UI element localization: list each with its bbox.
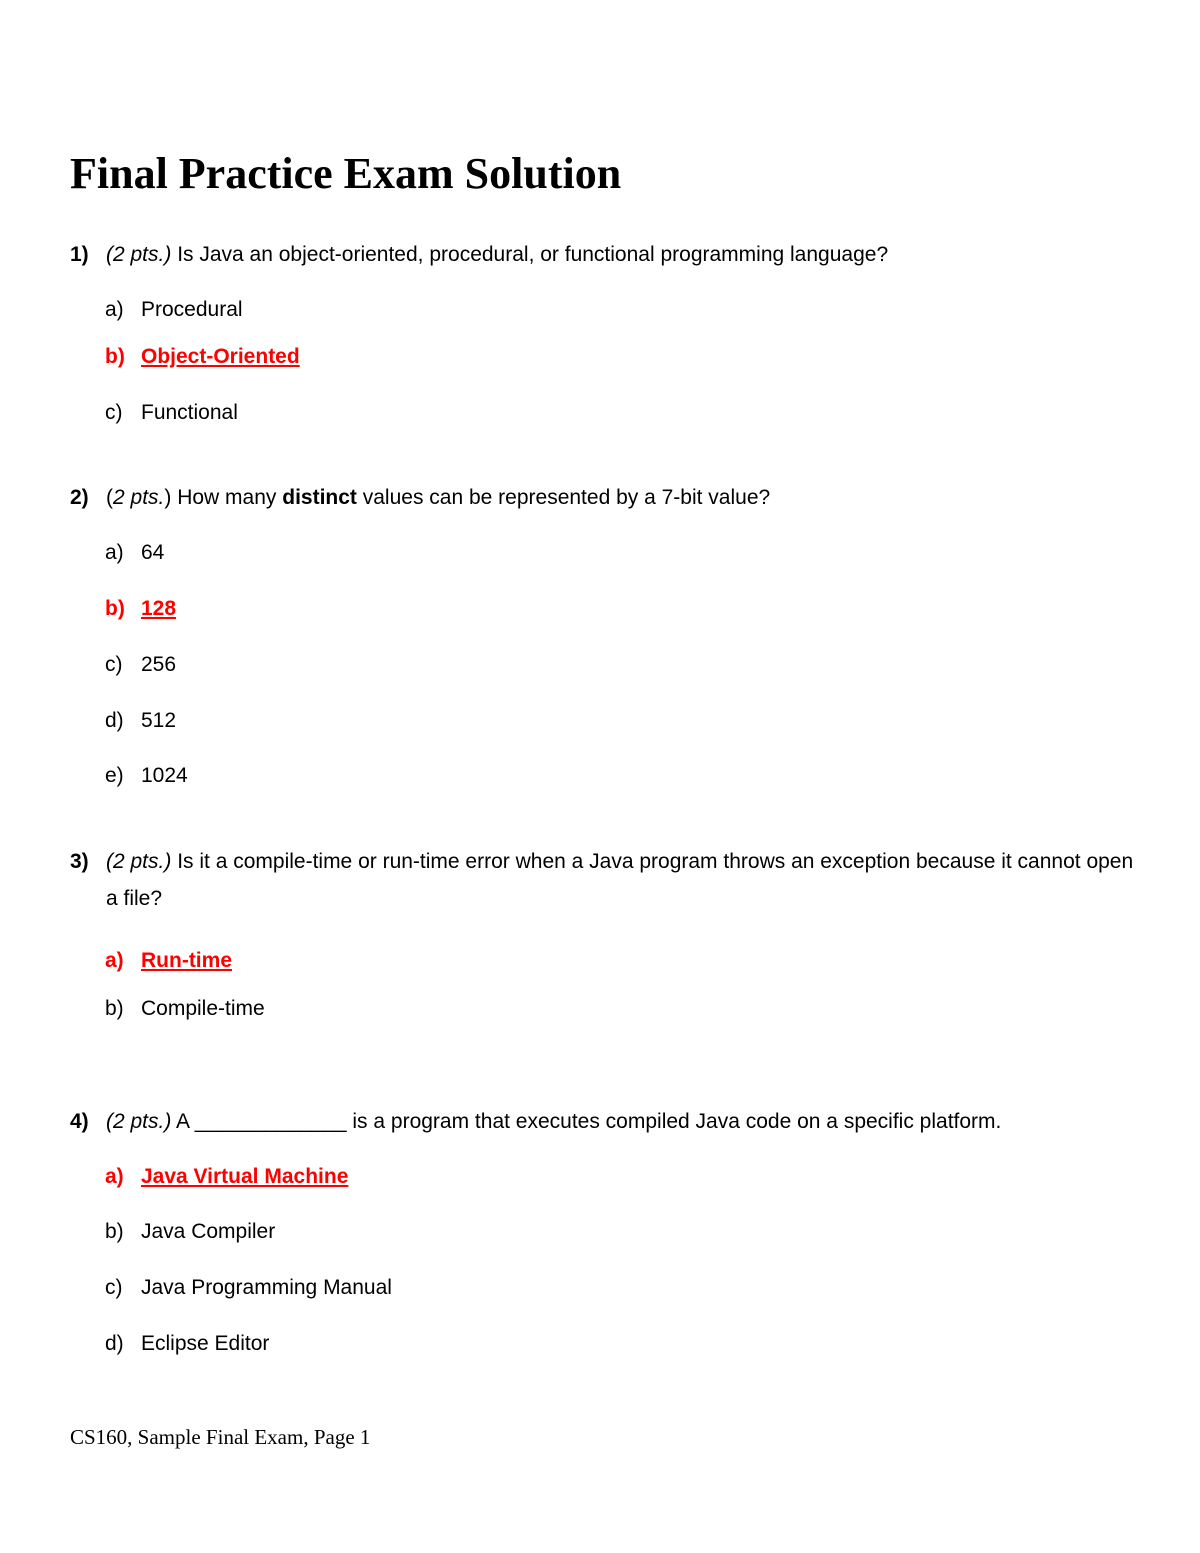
question-number: 1) (70, 243, 89, 266)
question-points: 2 pts. (113, 486, 165, 509)
option-label: b) (105, 997, 124, 1020)
option-text: Functional (141, 401, 238, 424)
option-text: Eclipse Editor (141, 1332, 270, 1355)
option-text: Compile-time (141, 997, 265, 1020)
question-prompt-rest: values can be represented by a 7-bit value? (356, 486, 771, 509)
correct-answer-option (105, 946, 232, 976)
option-label: a) (105, 541, 124, 564)
correct-answer-option (105, 342, 300, 372)
option-label: b) (105, 345, 125, 368)
option-text: Procedural (141, 298, 243, 321)
answer-option (105, 1217, 275, 1247)
answer-option (105, 398, 238, 428)
option-label: a) (105, 949, 124, 972)
option-text: Object-Oriented (141, 345, 300, 368)
option-label: d) (105, 709, 124, 732)
question-text (106, 1103, 1146, 1140)
answer-option (105, 295, 243, 325)
question-prompt: Is it a compile-time or run-time error when a Java program throws an exception because it cannot open a file? (106, 850, 1134, 910)
question-text (106, 843, 1146, 917)
question-number: 3) (70, 850, 89, 873)
question-4 (70, 1103, 1146, 1140)
question-prompt: How many (171, 486, 283, 509)
option-text: 256 (141, 653, 177, 676)
option-text: 1024 (141, 764, 188, 787)
option-label: d) (105, 1332, 124, 1355)
option-label: a) (105, 298, 124, 321)
question-1 (70, 236, 1146, 273)
points-open-paren: ( (106, 486, 113, 509)
answer-option (105, 994, 265, 1024)
correct-answer-option (105, 594, 176, 624)
page-title: Final Practice Exam Solution (70, 149, 622, 198)
correct-answer-option (105, 1162, 348, 1192)
question-3 (70, 843, 1146, 917)
question-points: (2 pts.) (106, 1110, 172, 1133)
answer-option (105, 1273, 392, 1303)
option-text: 64 (141, 541, 165, 564)
question-text (106, 479, 1146, 516)
answer-option (105, 1329, 269, 1359)
option-label: c) (105, 401, 123, 424)
question-prompt: Is Java an object-oriented, procedural, or functional programming language? (171, 243, 889, 266)
option-text: 128 (141, 597, 177, 620)
question-text (106, 236, 1146, 273)
answer-option (105, 538, 164, 568)
question-points: (2 pts.) (106, 850, 172, 873)
option-label: c) (105, 1276, 123, 1299)
question-points: (2 pts.) (106, 243, 172, 266)
question-prompt: A _____________ is a program that executes compiled Java code on a specific platform. (171, 1110, 1002, 1133)
emphasis-word: distinct (282, 486, 357, 509)
answer-option (105, 706, 176, 736)
option-label: a) (105, 1165, 124, 1188)
page-footer: CS160, Sample Final Exam, Page 1 (70, 1425, 371, 1449)
option-text: 512 (141, 709, 177, 732)
option-label: e) (105, 764, 124, 787)
option-label: b) (105, 1220, 124, 1243)
question-number: 4) (70, 1110, 89, 1133)
points-close-paren: ) (164, 486, 172, 509)
option-text: Run-time (141, 949, 232, 972)
answer-option (105, 650, 176, 680)
option-text: Java Programming Manual (141, 1276, 392, 1299)
option-text: Java Virtual Machine (141, 1165, 349, 1188)
question-number: 2) (70, 486, 89, 509)
option-text: Java Compiler (141, 1220, 276, 1243)
option-label: b) (105, 597, 125, 620)
answer-option (105, 761, 188, 791)
question-2 (70, 479, 1146, 516)
option-label: c) (105, 653, 123, 676)
